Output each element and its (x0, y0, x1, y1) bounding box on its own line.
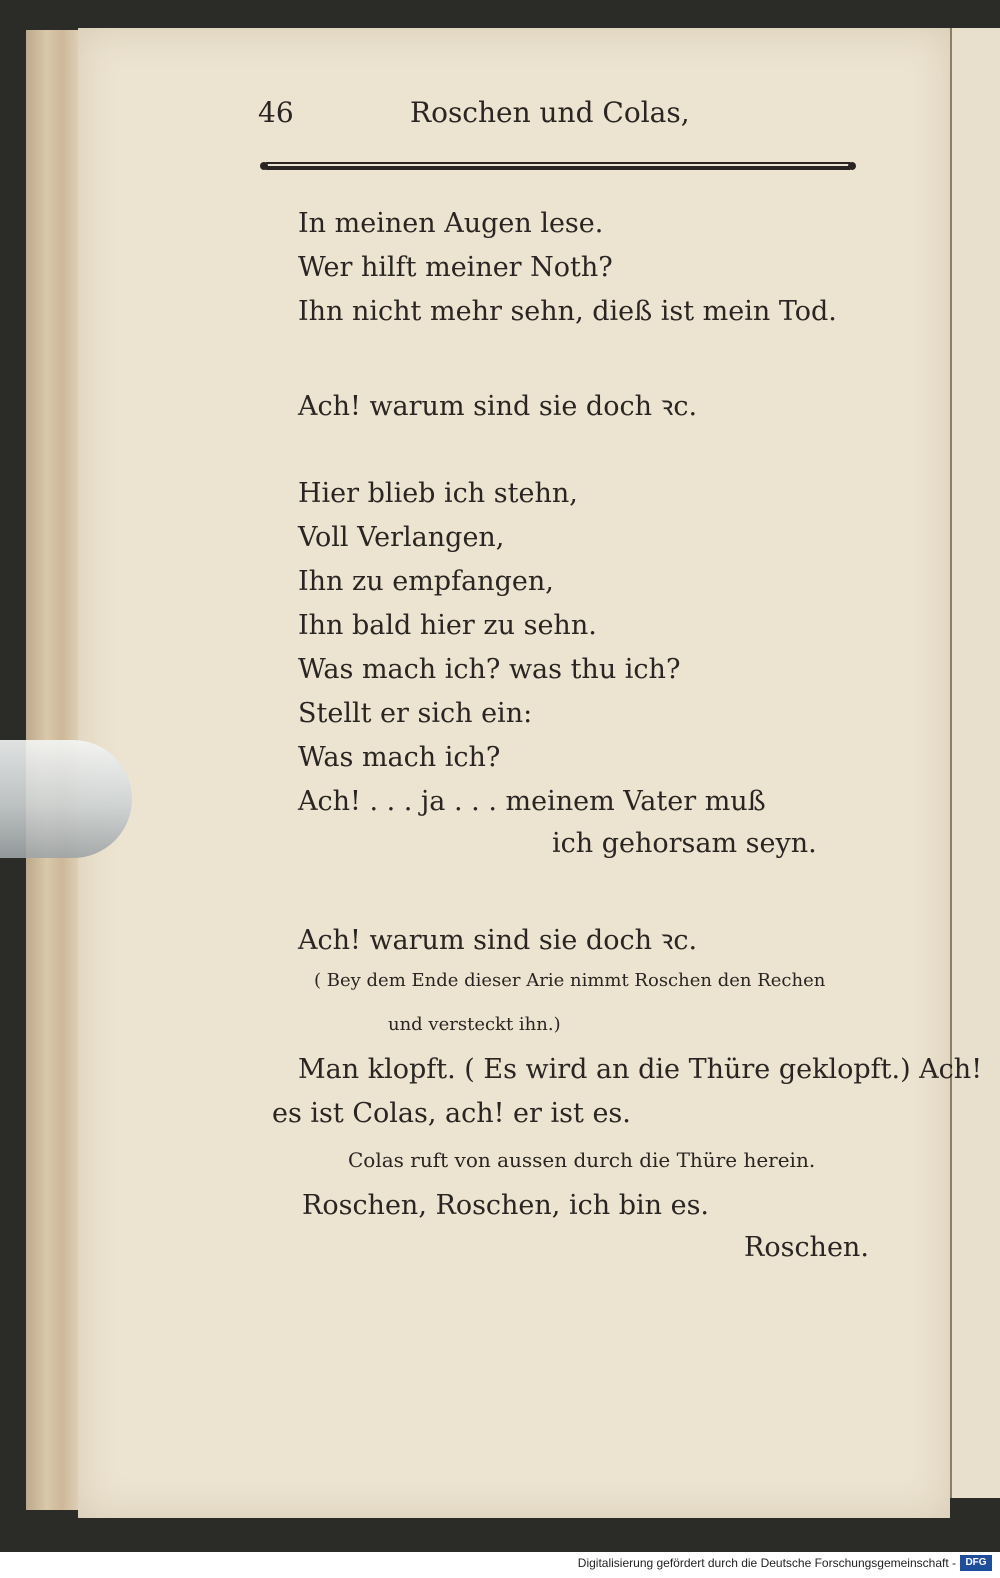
dfg-logo: DFG (960, 1555, 992, 1571)
refrain-line: Ach! warum sind sie doch ꝛc. (298, 391, 698, 422)
page-number: 46 (258, 96, 294, 129)
stage-direction: und versteckt ihn.) (388, 1014, 561, 1035)
verse-line: Hier blieb ich stehn, (298, 478, 578, 509)
verse-line: Ihn zu empfangen, (298, 566, 554, 597)
page-clip (0, 740, 132, 858)
verse-line: Wer hilft meiner Noth? (298, 252, 613, 283)
footer-credit: Digitalisierung gefördert durch die Deutsche Forschungsgemeinschaft - (577, 1556, 956, 1570)
refrain-line: Ach! warum sind sie doch ꝛc. (298, 925, 698, 956)
dialogue-line: es ist Colas, ach! er ist es. (272, 1098, 631, 1129)
speaker-direction: Colas ruft von aussen durch die Thüre herein. (348, 1148, 816, 1172)
dialogue-line: Roschen, Roschen, ich bin es. (302, 1190, 710, 1221)
verse-line: In meinen Augen lese. (298, 208, 604, 239)
verse-line: ich gehorsam seyn. (552, 828, 817, 859)
ornamental-rule (258, 158, 858, 172)
stage-direction: ( Bey dem Ende dieser Arie nimmt Roschen den Rechen (314, 970, 826, 991)
catchword: Roschen. (744, 1232, 869, 1263)
verse-line: Ihn nicht mehr sehn, dieß ist mein Tod. (298, 296, 837, 327)
dialogue-line: Man klopft. ( Es wird an die Thüre geklopft.) Ach! (298, 1054, 983, 1085)
verse-line: Ihn bald hier zu sehn. (298, 610, 597, 641)
verse-line: Stellt er sich ein: (298, 698, 533, 729)
verse-line: Was mach ich? (298, 742, 501, 773)
verse-line: Ach! . . . ja . . . meinem Vater muß (298, 786, 766, 817)
verse-line: Voll Verlangen, (298, 522, 505, 553)
verse-line: Was mach ich? was thu ich? (298, 654, 681, 685)
running-title: Roschen und Colas, (410, 96, 690, 129)
facing-page-edge (950, 28, 1000, 1498)
